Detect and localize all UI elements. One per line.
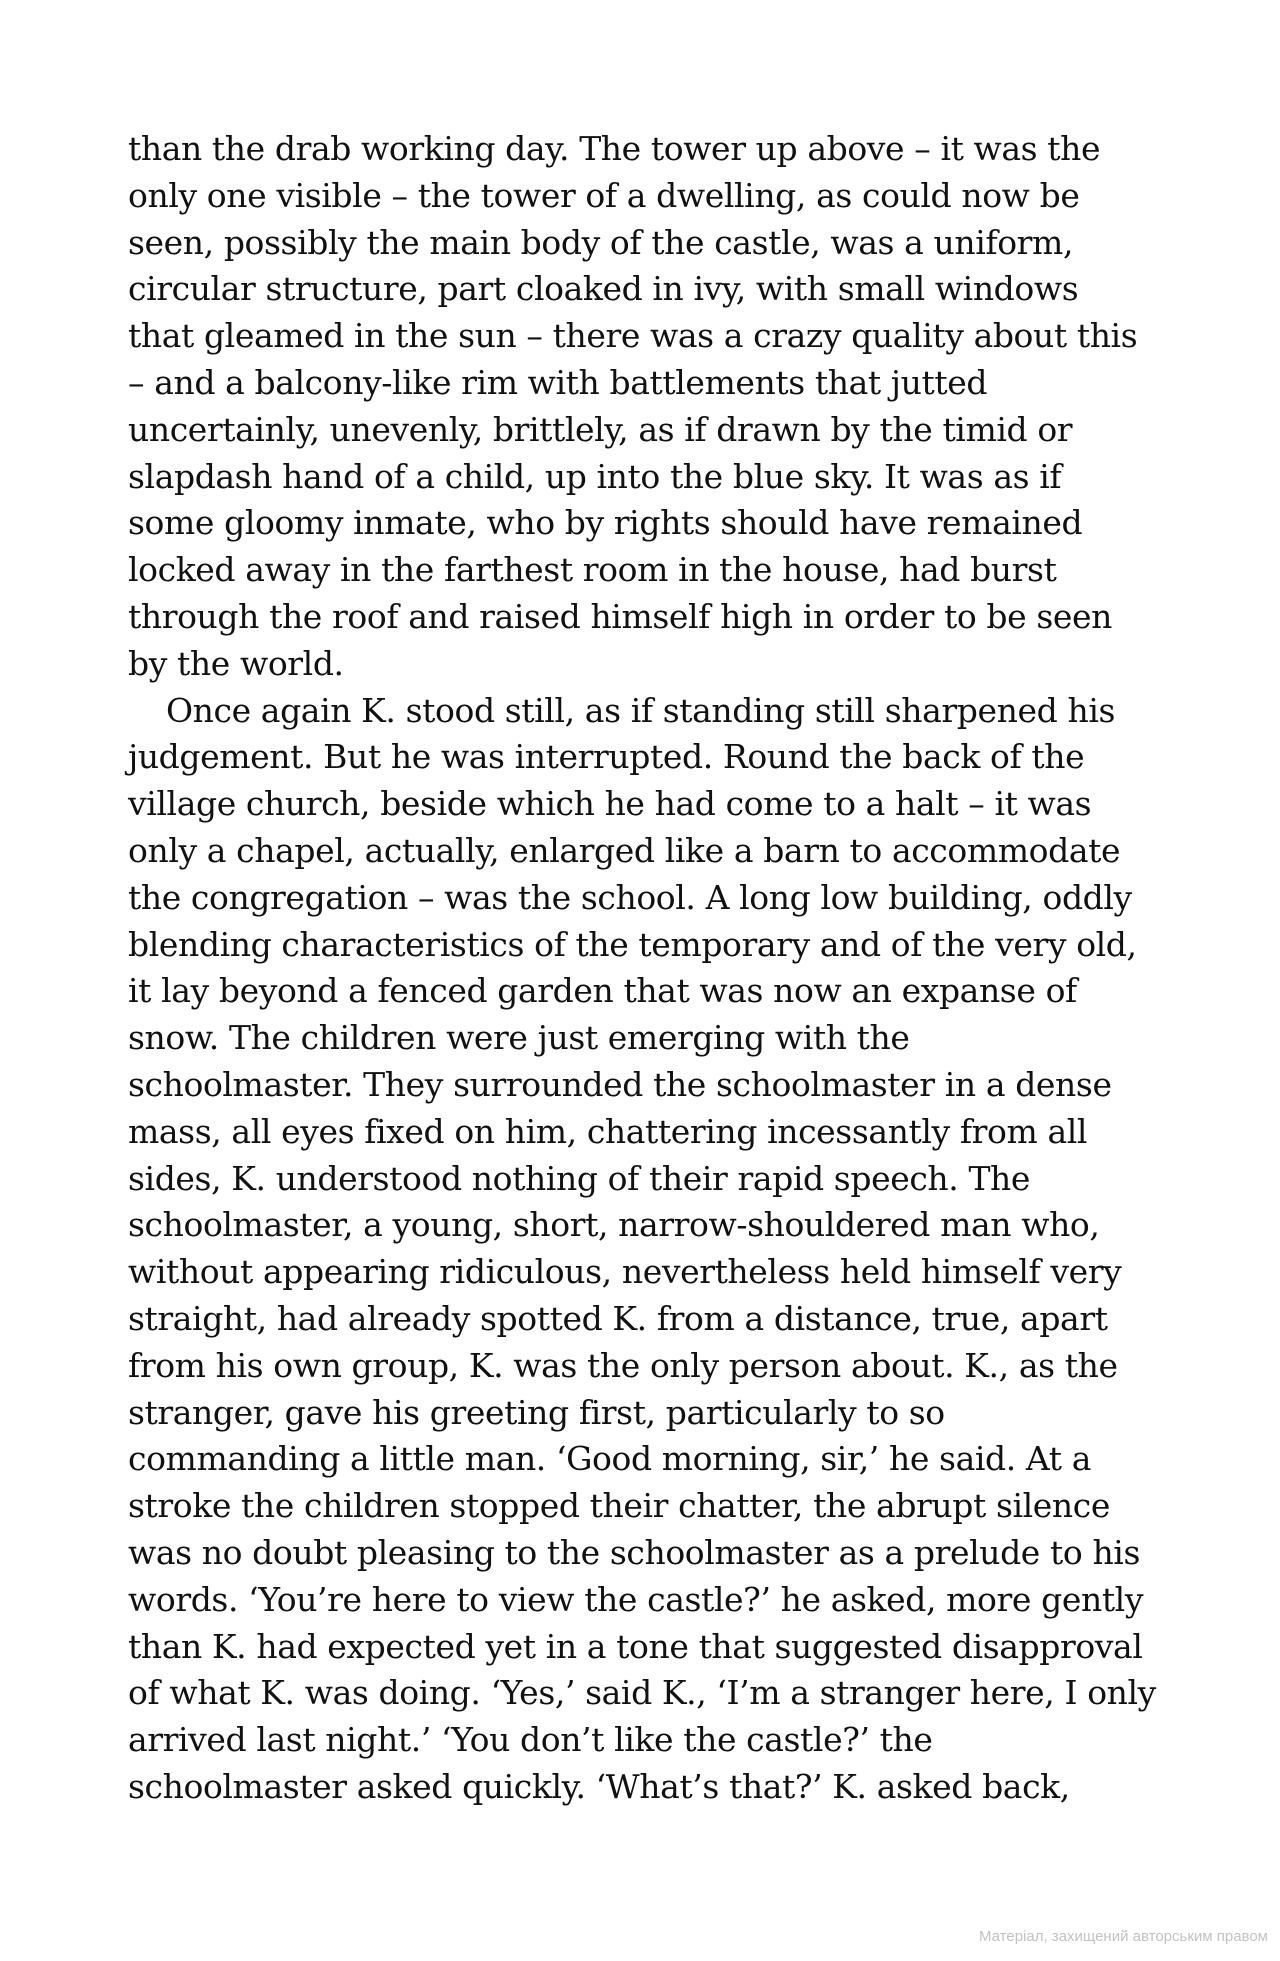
text-line: uncertainly, unevenly, brittlely, as if drawn by the timid or bbox=[128, 409, 1073, 449]
text-line: it lay beyond a fenced garden that was now an expanse of bbox=[128, 971, 1077, 1011]
text-line: circular structure, part cloaked in ivy, with small windows bbox=[128, 269, 1079, 309]
text-line: from his own group, K. was the only person about. K., as the bbox=[128, 1345, 1118, 1385]
text-line: by the world. bbox=[128, 643, 344, 683]
text-line: arrived last night.’ ‘You don’t like the castle?’ the bbox=[128, 1720, 933, 1760]
text-line: commanding a little man. ‘Good morning, sir,’ he said. At a bbox=[128, 1439, 1092, 1479]
text-line: stroke the children stopped their chatter, the abrupt silence bbox=[128, 1486, 1110, 1526]
text-line: only one visible – the tower of a dwelling, as could now be bbox=[128, 175, 1080, 215]
text-line: schoolmaster. They surrounded the schoolmaster in a dense bbox=[128, 1064, 1112, 1104]
text-line: locked away in the farthest room in the house, had burst bbox=[128, 550, 1057, 590]
text-line: through the roof and raised himself high in order to be seen bbox=[128, 596, 1113, 636]
text-line: sides, K. understood nothing of their rapid speech. The bbox=[128, 1158, 1031, 1198]
text-line: schoolmaster, a young, short, narrow-shouldered man who, bbox=[128, 1205, 1100, 1245]
text-line: without appearing ridiculous, nevertheless held himself very bbox=[128, 1252, 1122, 1292]
text-line: than the drab working day. The tower up above – it was the bbox=[128, 129, 1101, 168]
text-line: words. ‘You’re here to view the castle?’ he asked, more gently bbox=[128, 1579, 1144, 1619]
text-line: only a chapel, actually, enlarged like a barn to accommodate bbox=[128, 830, 1121, 870]
body-text bbox=[128, 126, 1168, 1811]
text-line: schoolmaster asked quickly. ‘What’s that?’ K. asked back, bbox=[128, 1766, 1070, 1806]
text-line: village church, beside which he had come to a halt – it was bbox=[128, 784, 1092, 824]
text-line: some gloomy inmate, who by rights should have remained bbox=[128, 503, 1083, 543]
text-line: blending characteristics of the temporary and of the very old, bbox=[128, 924, 1137, 964]
text-line: mass, all eyes fixed on him, chattering incessantly from all bbox=[128, 1111, 1088, 1151]
text-line: straight, had already spotted K. from a distance, true, apart bbox=[128, 1298, 1108, 1338]
text-line: was no doubt pleasing to the schoolmaster as a prelude to his bbox=[128, 1532, 1140, 1572]
text-line: that gleamed in the sun – there was a crazy quality about this bbox=[128, 316, 1138, 356]
text-line: than K. had expected yet in a tone that suggested disapproval bbox=[128, 1626, 1143, 1666]
paragraph-start-line: Once again K. stood still, as if standing still sharpened his bbox=[166, 690, 1116, 730]
text-line: – and a balcony-like rim with battlements that jutted bbox=[128, 362, 988, 402]
text-line: seen, possibly the main body of the castle, was a uniform, bbox=[128, 222, 1074, 262]
copyright-watermark: Матеріал, захищений авторським правом bbox=[978, 1928, 1268, 1945]
text-line: stranger, gave his greeting first, particularly to so bbox=[128, 1392, 945, 1432]
text-line: the congregation – was the school. A long low building, oddly bbox=[128, 877, 1132, 917]
text-line: snow. The children were just emerging with the bbox=[128, 1018, 910, 1058]
text-line: of what K. was doing. ‘Yes,’ said K., ‘I’m a stranger here, I only bbox=[128, 1673, 1156, 1713]
text-line: slapdash hand of a child, up into the blue sky. It was as if bbox=[128, 456, 1062, 496]
text-line: judgement. But he was interrupted. Round the back of the bbox=[128, 737, 1085, 777]
